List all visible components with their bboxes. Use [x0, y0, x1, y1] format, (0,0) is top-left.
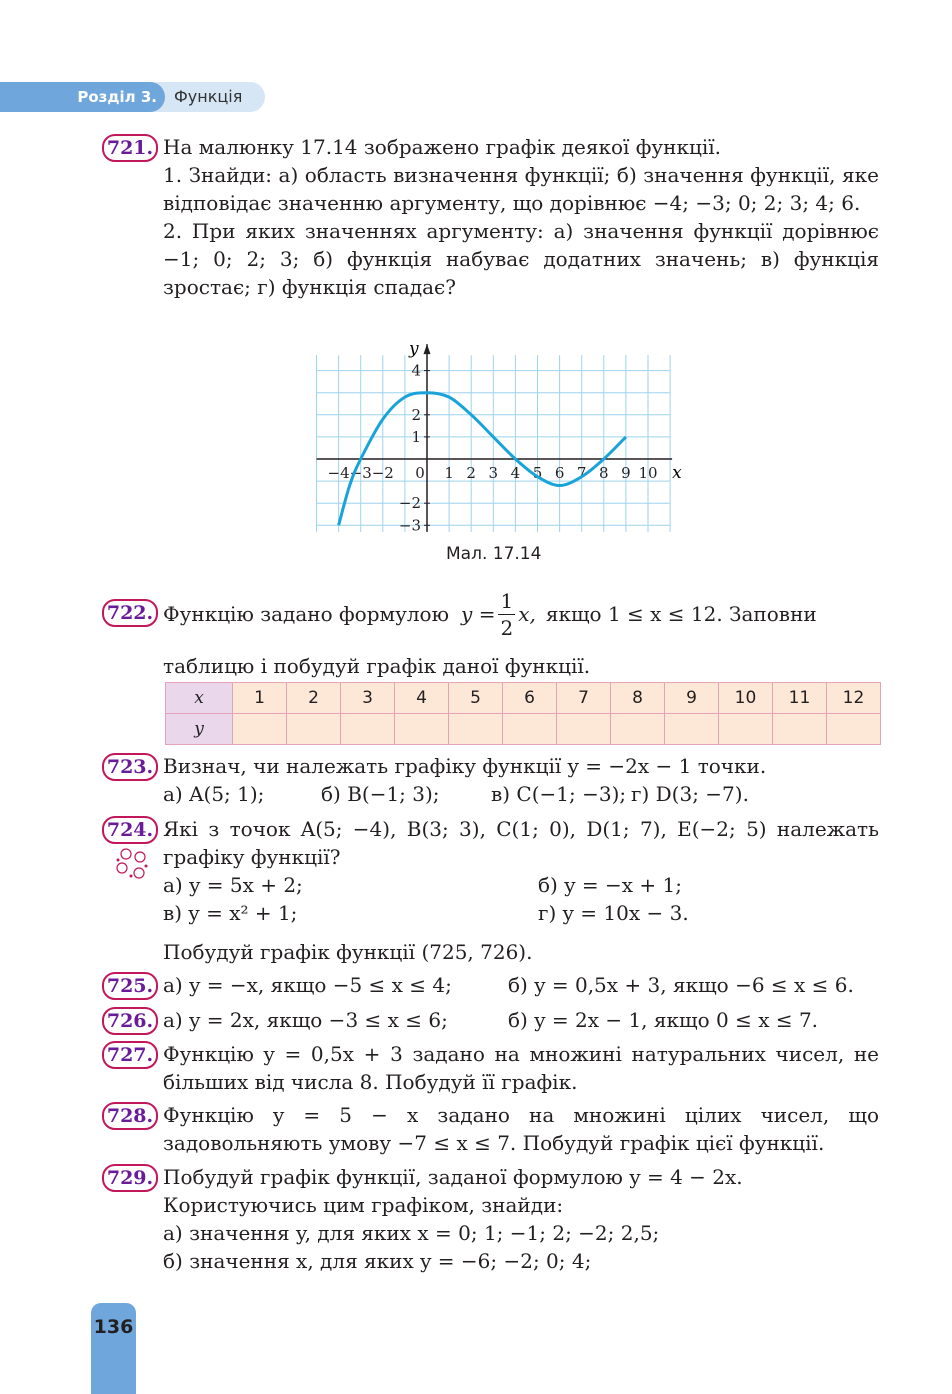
section-label: Розділ 3. — [0, 82, 165, 112]
page-number: 136 — [91, 1303, 136, 1394]
exercise-number-727: 727. — [102, 1041, 158, 1069]
exercise-729-line2: Користуючись цим графіком, знайди: — [163, 1193, 564, 1217]
table-cell-x: 6 — [503, 683, 557, 714]
chapter-title: Функція — [174, 87, 243, 106]
exercise-721-task2: 2. При яких значеннях аргументу: а) значення функції дорівнює −1; 0; 2; 3; б) функція набуває додатних значень; в) функція зростає; г) функція спадає? — [163, 219, 879, 299]
option-d: г) D(3; −7). — [631, 782, 749, 806]
table-cell-y — [665, 714, 719, 745]
y-tick-label: −2 — [398, 494, 421, 513]
exercise-725 — [163, 971, 879, 999]
y-tick-label: −3 — [398, 516, 421, 535]
exercise-723-text: Визнач, чи належать графіку функції y = −2x − 1 точки. — [163, 754, 767, 778]
y-tick-label: 2 — [411, 405, 421, 424]
group-work-icon — [112, 846, 152, 882]
table-cell-x: 12 — [827, 683, 881, 714]
table-cell-x: 4 — [395, 683, 449, 714]
exercise-number-725: 725. — [102, 972, 158, 1000]
table-cell-x: 9 — [665, 683, 719, 714]
option-d: г) y = 10x − 3. — [538, 901, 689, 925]
exercise-723 — [163, 752, 879, 808]
exercise-number-728: 728. — [102, 1102, 158, 1130]
exercise-724 — [163, 815, 879, 927]
table-cell-x: 7 — [557, 683, 611, 714]
table-cell-x: 10 — [719, 683, 773, 714]
exercise-number-722: 722. — [102, 599, 158, 627]
y-axis-label: y — [409, 339, 419, 360]
exercise-729 — [163, 1163, 879, 1275]
table-cell-y — [827, 714, 881, 745]
option-b: б) y = −x + 1; — [538, 873, 682, 897]
x-tick-label: −3 — [349, 464, 372, 482]
option-a: а) y = 2x, якщо −3 ≤ x ≤ 6; — [163, 1008, 448, 1032]
x-axis-label: x — [672, 463, 682, 483]
table-cell-y — [287, 714, 341, 745]
table-cell-y — [341, 714, 395, 745]
x-tick-label: 5 — [532, 464, 543, 482]
option-c: в) y = x² + 1; — [163, 901, 298, 925]
x-tick-label: 0 — [415, 464, 425, 482]
x-tick-label: 4 — [510, 464, 521, 482]
table-cell-y — [773, 714, 827, 745]
table-cell-y — [449, 714, 503, 745]
table-cell-y — [233, 714, 287, 745]
exercise-number-721: 721. — [102, 134, 158, 162]
exercise-722-line2: таблицю і побудуй графік даної функції. — [163, 654, 591, 678]
exercise-722 — [163, 584, 879, 644]
table-cell-x: 2 — [287, 683, 341, 714]
table-cell-y — [719, 714, 773, 745]
table-header-x: x — [166, 683, 233, 714]
graph-tick-labels — [328, 362, 658, 535]
option-c: в) C(−1; −3); — [491, 782, 627, 806]
exercise-number-726: 726. — [102, 1007, 158, 1035]
y-tick-label: 4 — [411, 361, 421, 380]
table-cell-x: 5 — [449, 683, 503, 714]
exercise-726 — [163, 1006, 879, 1034]
formula-y: y — [461, 602, 473, 626]
table-cell-x: 1 — [233, 683, 287, 714]
option-a: а) y = 5x + 2; — [163, 873, 303, 897]
x-tick-label: 3 — [488, 464, 499, 482]
option-a: а) A(5; 1); — [163, 782, 265, 806]
exercise-728 — [163, 1101, 879, 1157]
table-cell-x: 3 — [341, 683, 395, 714]
formula-eq: = — [478, 602, 496, 626]
table-cell-y — [557, 714, 611, 745]
exercise-728-text: Функцію y = 5 − x задано на множині цілих чисел, що задовольняють умову −7 ≤ x ≤ 7. Побудуй графік цієї функції. — [163, 1103, 879, 1155]
y-axis-arrow — [424, 344, 431, 354]
exercise-729-line3: а) значення y, для яких x = 0; 1; −1; 2; −2; 2,5; — [163, 1221, 660, 1245]
x-tick-label: 6 — [554, 464, 565, 482]
x-tick-label: −4 — [327, 464, 350, 482]
table-cell-x: 8 — [611, 683, 665, 714]
table-row-y — [166, 714, 881, 745]
exercise-number-724: 724. — [102, 816, 158, 844]
exercise-729-line1: Побудуй графік функції, заданої формулою y = 4 − 2x. — [163, 1165, 743, 1189]
fraction-denominator: 2 — [500, 615, 514, 640]
exercise-number-729: 729. — [102, 1164, 158, 1192]
option-b: б) y = 2x − 1, якщо 0 ≤ x ≤ 7. — [508, 1008, 819, 1032]
x-tick-label: 8 — [599, 464, 609, 482]
table-row-x — [166, 683, 881, 714]
table-cell-y — [395, 714, 449, 745]
exercises-725-726-intro: Побудуй графік функції (725, 726). — [163, 940, 533, 964]
figure-caption: Мал. 17.14 — [446, 544, 542, 564]
table-header-y: y — [166, 714, 233, 745]
exercise-number-723: 723. — [102, 753, 158, 781]
x-tick-label: 9 — [621, 464, 631, 482]
exercise-727-text: Функцію y = 0,5x + 3 задано на множині натуральних чисел, не більших від числа 8. Побудуй її графік. — [163, 1042, 879, 1094]
y-tick-label: 1 — [411, 427, 421, 446]
x-tick-label: 2 — [466, 464, 476, 482]
exercise-724-text: Які з точок A(5; −4), B(3; 3), C(1; 0), D(1; 7), E(−2; 5) належать графіку функції? — [163, 817, 879, 869]
fraction — [498, 588, 515, 641]
x-tick-label: 10 — [638, 464, 658, 482]
table-cell-y — [611, 714, 665, 745]
option-a: а) y = −x, якщо −5 ≤ x ≤ 4; — [163, 973, 452, 997]
option-b: б) y = 0,5x + 3, якщо −6 ≤ x ≤ 6. — [508, 973, 854, 997]
table-cell-y — [503, 714, 557, 745]
option-b: б) B(−1; 3); — [321, 782, 440, 806]
exercise-722-text-b: якщо 1 ≤ x ≤ 12. Заповни — [545, 602, 817, 626]
function-graph — [0, 0, 952, 600]
exercise-721-task1: 1. Знайди: а) область визначення функції; б) значення функції, яке відповідає значенню аргументу, що дорівнює −4; −3; 0; 2; 3; 4; 6. — [163, 163, 879, 215]
x-tick-label: 1 — [444, 464, 454, 482]
fraction-numerator: 1 — [500, 588, 514, 613]
formula-x: x, — [518, 602, 536, 626]
x-tick-label: −2 — [371, 464, 394, 482]
exercise-727 — [163, 1040, 879, 1096]
exercise-729-line4: б) значення x, для яких y = −6; −2; 0; 4; — [163, 1249, 592, 1273]
exercise-721-intro: На малюнку 17.14 зображено графік деякої функції. — [163, 135, 722, 159]
values-table — [165, 682, 881, 745]
table-cell-x: 11 — [773, 683, 827, 714]
exercise-722-text-a: Функцію задано формулою — [163, 602, 450, 626]
x-tick-label: 7 — [576, 464, 587, 482]
